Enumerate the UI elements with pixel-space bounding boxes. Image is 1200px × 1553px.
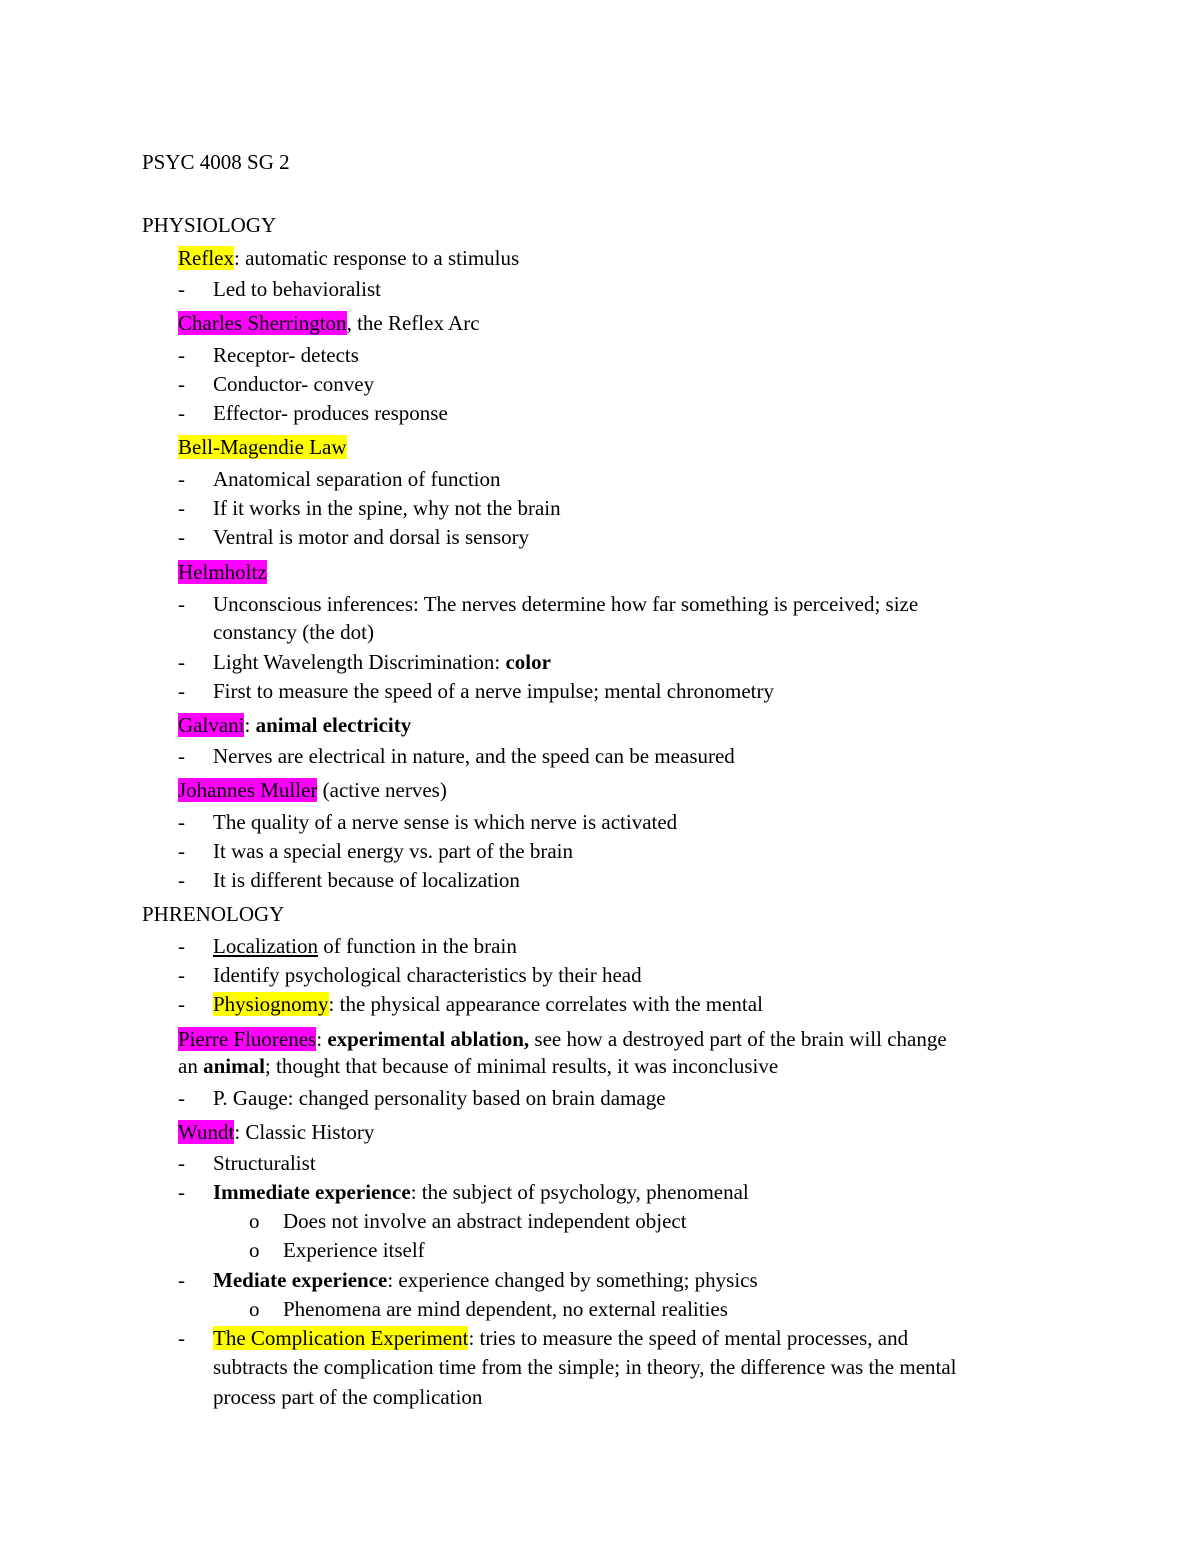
helmholtz-bullet-2-text: Light Wavelength Discrimination: <box>213 650 506 674</box>
phrenology-bullet-1-text: of function in the brain <box>317 934 517 958</box>
mediate-experience-term: Mediate experience <box>213 1268 388 1292</box>
bell-magendie-entry <box>178 433 347 461</box>
bell-bullet-3: Ventral is motor and dorsal is sensory <box>213 525 530 549</box>
muller-entry <box>178 776 447 804</box>
mediate-experience-definition: : experience changed by something; physics <box>387 1268 758 1292</box>
dash-bullet: - <box>178 744 185 768</box>
document-title: PSYC 4008 SG 2 <box>142 150 290 174</box>
flourens-entry-line-1 <box>178 1025 947 1053</box>
circle-bullet: o <box>249 1238 260 1262</box>
flourens-text-1: see how a destroyed part of the brain will change <box>529 1027 947 1051</box>
dash-bullet: - <box>178 934 185 958</box>
wundt-term: Wundt <box>178 1120 235 1144</box>
helmholtz-bullet-3: First to measure the speed of a nerve impulse; mental chronometry <box>213 679 775 703</box>
dash-bullet: - <box>178 992 185 1016</box>
helmholtz-entry <box>178 558 267 586</box>
wundt-entry <box>178 1118 374 1146</box>
dash-bullet: - <box>178 963 185 987</box>
wundt-bullet-4-line-1 <box>213 1324 908 1352</box>
galvani-bold: animal electricity <box>255 713 412 737</box>
flourens-entry-line-2 <box>178 1052 778 1080</box>
bell-bullet-2: If it works in the spine, why not the brain <box>213 496 561 520</box>
reflex-term: Reflex <box>178 246 234 270</box>
dash-bullet: - <box>178 467 185 491</box>
physiognomy-term: Physiognomy <box>213 992 329 1016</box>
section-heading-phrenology: PHRENOLOGY <box>142 902 285 926</box>
dash-bullet: - <box>178 1268 185 1292</box>
dash-bullet: - <box>178 1151 185 1175</box>
galvani-entry <box>178 711 411 739</box>
flourens-text-2: an <box>178 1054 204 1078</box>
bell-magendie-term: Bell-Magendie Law <box>178 435 347 459</box>
wundt-bullet-3 <box>213 1266 758 1294</box>
sherrington-bullet-1: Receptor- detects <box>213 343 359 367</box>
wundt-bullet-4-line-2: subtracts the complication time from the simple; in theory, the difference was the mental <box>213 1355 957 1379</box>
wundt-bullet-3-sub-1: Phenomena are mind dependent, no external realities <box>283 1297 728 1321</box>
sherrington-bullet-3: Effector- produces response <box>213 401 448 425</box>
phrenology-bullet-1 <box>213 932 517 960</box>
dash-bullet: - <box>178 496 185 520</box>
helmholtz-bullet-1-line-1: Unconscious inferences: The nerves determine how far something is perceived; size <box>213 592 919 616</box>
galvani-bullet-1: Nerves are electrical in nature, and the speed can be measured <box>213 744 735 768</box>
sherrington-entry <box>178 309 480 337</box>
dash-bullet: - <box>178 1180 185 1204</box>
helmholtz-bullet-2-bold: color <box>505 650 551 674</box>
wundt-bullet-1: Structuralist <box>213 1151 316 1175</box>
localization-term: Localization <box>213 934 318 958</box>
wundt-bullet-2 <box>213 1178 749 1206</box>
dash-bullet: - <box>178 343 185 367</box>
immediate-experience-term: Immediate experience <box>213 1180 411 1204</box>
dash-bullet: - <box>178 372 185 396</box>
section-heading-physiology: PHYSIOLOGY <box>142 213 277 237</box>
dash-bullet: - <box>178 277 185 301</box>
muller-term: Johannes Muller <box>178 778 318 802</box>
dash-bullet: - <box>178 839 185 863</box>
flourens-bold-2: animal <box>203 1054 265 1078</box>
reflex-bullet-1: Led to behavioralist <box>213 277 381 301</box>
immediate-experience-definition: : the subject of psychology, phenomenal <box>410 1180 749 1204</box>
physiognomy-definition: : the physical appearance correlates with the mental <box>328 992 763 1016</box>
wundt-text: : Classic History <box>234 1120 375 1144</box>
galvani-colon: : <box>244 713 256 737</box>
flourens-term: Pierre Fluorenes <box>178 1027 317 1051</box>
complication-experiment-term: The Complication Experiment <box>213 1326 469 1350</box>
dash-bullet: - <box>178 401 185 425</box>
wundt-bullet-2-sub-1: Does not involve an abstract independent object <box>283 1209 687 1233</box>
phrenology-bullet-3 <box>213 990 763 1018</box>
reflex-definition: : automatic response to a stimulus <box>233 246 520 270</box>
muller-bullet-2: It was a special energy vs. part of the brain <box>213 839 573 863</box>
dash-bullet: - <box>178 592 185 616</box>
helmholtz-bullet-2 <box>213 648 551 676</box>
dash-bullet: - <box>178 1326 185 1350</box>
helmholtz-bullet-1-line-2: constancy (the dot) <box>213 620 374 644</box>
dash-bullet: - <box>178 650 185 674</box>
helmholtz-term: Helmholtz <box>178 560 267 584</box>
sherrington-text: , the Reflex Arc <box>346 311 480 335</box>
sherrington-bullet-2: Conductor- convey <box>213 372 375 396</box>
circle-bullet: o <box>249 1297 260 1321</box>
dash-bullet: - <box>178 525 185 549</box>
circle-bullet: o <box>249 1209 260 1233</box>
dash-bullet: - <box>178 679 185 703</box>
reflex-entry <box>178 244 519 272</box>
wundt-bullet-2-sub-2: Experience itself <box>283 1238 425 1262</box>
muller-bullet-3: It is different because of localization <box>213 868 520 892</box>
dash-bullet: - <box>178 1086 185 1110</box>
sherrington-term: Charles Sherrington <box>178 311 347 335</box>
muller-text: (active nerves) <box>317 778 447 802</box>
phrenology-bullet-2: Identify psychological characteristics by their head <box>213 963 642 987</box>
flourens-bullet-1: P. Gauge: changed personality based on brain damage <box>213 1086 666 1110</box>
galvani-term: Galvani <box>178 713 245 737</box>
flourens-bold-1: experimental ablation, <box>327 1027 530 1051</box>
complication-experiment-line-1: : tries to measure the speed of mental processes, and <box>468 1326 909 1350</box>
muller-bullet-1: The quality of a nerve sense is which nerve is activated <box>213 810 678 834</box>
wundt-bullet-4-line-3: process part of the complication <box>213 1385 483 1409</box>
flourens-colon: : <box>316 1027 328 1051</box>
dash-bullet: - <box>178 868 185 892</box>
flourens-text-3: ; thought that because of minimal results, it was inconclusive <box>264 1054 779 1078</box>
dash-bullet: - <box>178 810 185 834</box>
bell-bullet-1: Anatomical separation of function <box>213 467 501 491</box>
